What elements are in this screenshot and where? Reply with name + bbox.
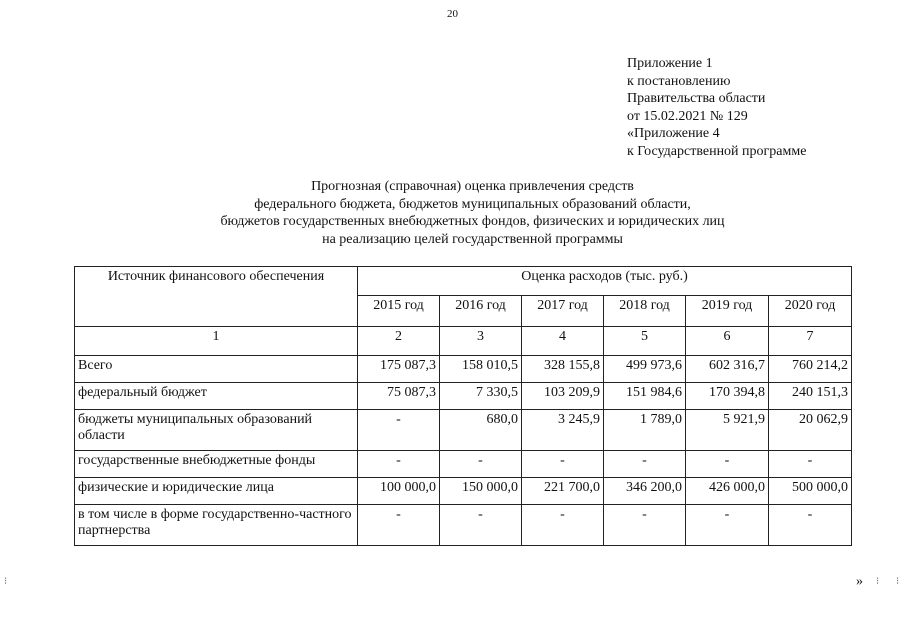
value-cell: - <box>358 451 440 478</box>
value-cell: - <box>769 451 852 478</box>
value-cell: - <box>522 451 604 478</box>
column-number: 4 <box>522 327 604 356</box>
appendix-reference <box>627 55 806 160</box>
value-cell: 175 087,3 <box>358 356 440 383</box>
value-cell: 75 087,3 <box>358 383 440 410</box>
source-column-header: Источник финансового обеспечения <box>75 267 358 327</box>
table-row <box>75 451 852 478</box>
value-cell: 158 010,5 <box>440 356 522 383</box>
scan-edge-mark: ⁝ <box>896 576 900 587</box>
year-header: 2015 год <box>358 296 440 327</box>
value-cell: 1 789,0 <box>604 410 686 451</box>
value-cell: - <box>769 505 852 546</box>
appendix-line: «Приложение 4 <box>627 126 720 141</box>
appendix-line: Правительства области <box>627 91 766 106</box>
row-label: бюджеты муниципальных образований области <box>75 410 358 451</box>
value-cell: 5 921,9 <box>686 410 769 451</box>
value-cell: 240 151,3 <box>769 383 852 410</box>
year-header: 2017 год <box>522 296 604 327</box>
row-label: федеральный бюджет <box>75 383 358 410</box>
row-label: в том числе в форме государственно-частного партнерства <box>75 505 358 546</box>
column-number: 5 <box>604 327 686 356</box>
value-cell: 103 209,9 <box>522 383 604 410</box>
row-label: государственные внебюджетные фонды <box>75 451 358 478</box>
value-cell: - <box>358 410 440 451</box>
value-cell: 346 200,0 <box>604 478 686 505</box>
year-header: 2018 год <box>604 296 686 327</box>
table-row <box>75 410 852 451</box>
value-cell: 602 316,7 <box>686 356 769 383</box>
value-cell: 150 000,0 <box>440 478 522 505</box>
value-cell: - <box>604 451 686 478</box>
value-cell: 221 700,0 <box>522 478 604 505</box>
value-cell: 3 245,9 <box>522 410 604 451</box>
scan-edge-mark: ⁝ <box>876 576 880 587</box>
table-row <box>75 505 852 546</box>
table-row <box>75 356 852 383</box>
title-line: Прогнозная (справочная) оценка привлечения средств <box>311 179 634 194</box>
estimate-column-header: Оценка расходов (тыс. руб.) <box>358 267 852 296</box>
page-number: 20 <box>447 8 458 20</box>
title-line: бюджетов государственных внебюджетных фондов, физических и юридических лиц <box>220 214 725 229</box>
value-cell: 20 062,9 <box>769 410 852 451</box>
document-title <box>130 178 815 248</box>
value-cell: - <box>604 505 686 546</box>
scan-edge-mark: ⁝ <box>4 576 8 587</box>
table-row <box>75 383 852 410</box>
value-cell: - <box>358 505 440 546</box>
value-cell: 100 000,0 <box>358 478 440 505</box>
value-cell: - <box>522 505 604 546</box>
title-line: на реализацию целей государственной программы <box>322 231 623 247</box>
value-cell: 7 330,5 <box>440 383 522 410</box>
value-cell: - <box>686 451 769 478</box>
column-number: 7 <box>769 327 852 356</box>
year-header: 2019 год <box>686 296 769 327</box>
value-cell: 170 394,8 <box>686 383 769 410</box>
value-cell: 680,0 <box>440 410 522 451</box>
appendix-line: к Государственной программе <box>627 143 807 159</box>
column-number: 2 <box>358 327 440 356</box>
closing-quote: » <box>856 574 863 589</box>
column-number: 6 <box>686 327 769 356</box>
year-header: 2016 год <box>440 296 522 327</box>
row-label: Всего <box>75 356 358 383</box>
appendix-line: к постановлению <box>627 73 731 89</box>
funding-table <box>74 266 852 546</box>
value-cell: - <box>686 505 769 546</box>
appendix-line: от 15.02.2021 № 129 <box>627 108 748 124</box>
appendix-line: Приложение 1 <box>627 56 713 71</box>
table-row <box>75 478 852 505</box>
title-line: федерального бюджета, бюджетов муниципальных образований области, <box>254 196 691 212</box>
value-cell: 500 000,0 <box>769 478 852 505</box>
column-number: 1 <box>75 327 358 356</box>
value-cell: 151 984,6 <box>604 383 686 410</box>
value-cell: - <box>440 451 522 478</box>
column-number: 3 <box>440 327 522 356</box>
year-header: 2020 год <box>769 296 852 327</box>
row-label: физические и юридические лица <box>75 478 358 505</box>
value-cell: 426 000,0 <box>686 478 769 505</box>
value-cell: 328 155,8 <box>522 356 604 383</box>
value-cell: 499 973,6 <box>604 356 686 383</box>
value-cell: 760 214,2 <box>769 356 852 383</box>
value-cell: - <box>440 505 522 546</box>
